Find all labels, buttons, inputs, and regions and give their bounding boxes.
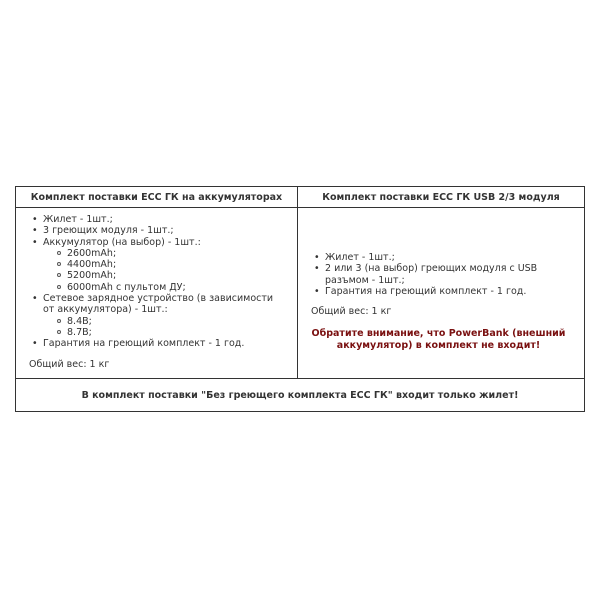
battery-kit-list [29,214,287,350]
table-body-row [16,208,585,379]
table-header-row [16,187,585,208]
battery-option: 4400mAh; [67,259,287,270]
usb-kit-header: Комплект поставки ЕСС ГК USB 2/3 модуля [298,187,585,208]
vest-only-note: В комплект поставки "Без греющего комплекта ЕСС ГК" входит только жилет! [16,379,585,412]
charger-item-label: Сетевое зарядное устройство (в зависимости от аккумулятора) - 1шт.: [43,293,274,316]
battery-option: 5200mAh; [67,270,287,281]
battery-kit-weight: Общий вес: 1 кг [29,358,110,370]
table-footer-row [16,379,585,412]
battery-item-label: Аккумулятор (на выбор) - 1шт.: [43,236,201,248]
list-item [43,237,287,293]
battery-options-list [43,248,287,293]
usb-kit-list [311,252,574,297]
usb-kit-cell [298,208,585,379]
charger-option: 8.4В; [67,316,287,327]
list-item: • Жилет - 1шт.; [43,214,287,225]
usb-kit-weight: Общий вес: 1 кг [311,306,392,318]
list-item: • Жилет - 1шт.; [325,252,574,263]
list-item: • 2 или 3 (на выбор) греющих модуля с USB разъмом - 1шт.; [325,263,574,286]
battery-option: 6000mAh с пультом ДУ; [67,282,287,293]
powerbank-attention-note: Обратите внимание, что PowerBank (внешний аккумулятор) в комплект не входит! [311,328,566,352]
kit-comparison-table [15,186,585,412]
battery-kit-cell [16,208,298,379]
battery-option: 2600mAh; [67,248,287,259]
list-item: • Гарантия на греющий комплект - 1 год. [325,286,574,297]
list-item: • Гарантия на греющий комплект - 1 год. [43,338,287,349]
battery-kit-header: Комплект поставки ЕСС ГК на аккумуляторах [16,187,298,208]
charger-option: 8.7В; [67,327,287,338]
list-item: • 3 греющих модуля - 1шт.; [43,225,287,236]
charger-options-list [43,316,287,339]
list-item [43,293,287,338]
